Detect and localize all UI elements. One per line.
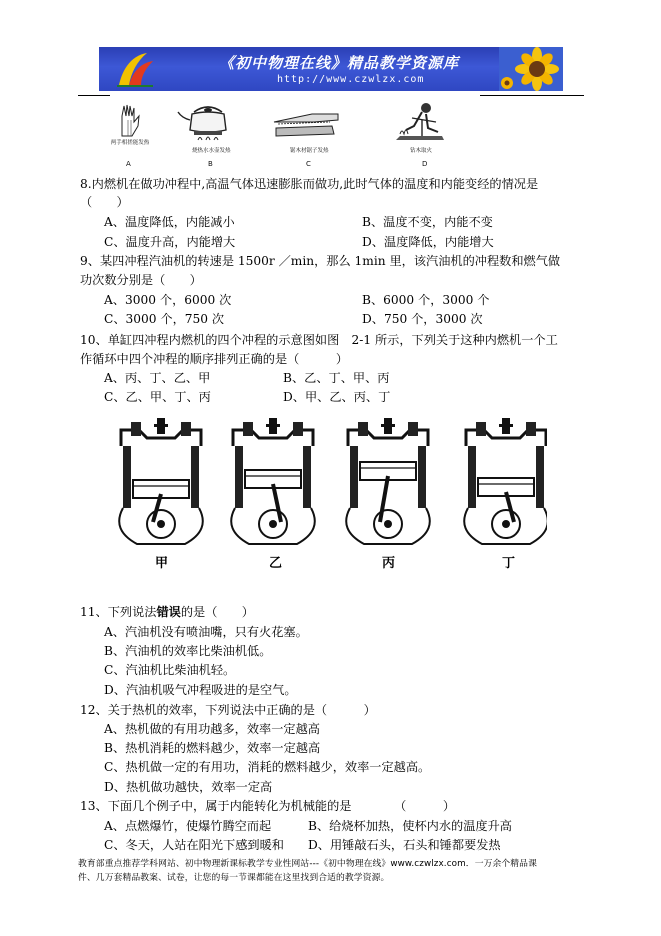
q8-stem-line2: （ ） [80,195,129,209]
figure-a-caption: 两手相搓能发热 [110,140,150,146]
header-banner [99,47,563,91]
rubbing-hands-icon [114,102,148,138]
q9-option-d[interactable]: D、750 个，3000 次 [362,312,483,326]
q10-option-d[interactable]: D、甲、乙、丙、丁 [283,390,391,404]
q11-option-b[interactable]: B、汽油机的效率比柴油机低。 [104,644,272,658]
header-rule-left [78,95,110,96]
q9-stem-line2: 功次数分别是（ ） [80,273,202,287]
q9-stem-line1: 9、某四冲程汽油机的转速是 1500r ／min，那么 1min 里，该汽油机的冲程数和燃气做 [80,254,561,268]
q13-stem: 13、下面几个例子中，属于内能转化为机械能的是 （ ） [80,799,456,813]
q8-option-c[interactable]: C、温度升高，内能增大 [104,235,236,249]
q9-option-c[interactable]: C、3000 个，750 次 [104,312,225,326]
figure-b-caption: 烧热水水壶发热 [192,148,231,154]
figure-a-letter: A [126,160,131,168]
q10-option-c[interactable]: C、乙、甲、丁、丙 [104,390,211,404]
q11-stem [80,605,254,619]
figure-c-caption: 锯木材锯子发热 [290,148,329,154]
q13-option-a[interactable]: A、点燃爆竹，使爆竹腾空而起 [104,819,272,833]
drilling-wood-fire-icon [392,100,448,144]
q11-option-d[interactable]: D、汽油机吸气冲程吸进的是空气。 [104,683,297,697]
engine-yi-diagram [231,418,315,544]
site-logo-icon [113,49,159,89]
engine-label-ding: 丁 [502,556,516,571]
q12-option-a[interactable]: A、热机做的有用功越多，效率一定越高 [104,722,320,736]
q9-option-a[interactable]: A、3000 个，6000 次 [104,293,232,307]
q10-stem-line1: 10、单缸四冲程内燃机的四个冲程的示意图如图 2-1 所示，下列关于这种内燃机一个工 [80,333,558,347]
q10-option-b[interactable]: B、乙、丁、甲、丙 [283,371,390,385]
header-title: 《初中物理在线》精品教学资源库 [219,54,460,72]
footer-line2: 件、几万套精品教案、试卷，让您的每一节课都能在这里找到合适的教学资源。 [78,873,390,883]
figure-d-caption: 钻木取火 [410,148,433,154]
engine-ding-diagram [464,418,547,544]
q11-stem-pre: 11、下列说法 [80,605,157,619]
q13-option-d[interactable]: D、用锤敲石头，石头和锤都要发热 [308,838,501,852]
heat-examples-figure [110,100,470,178]
q11-stem-post: 的是（ ） [180,605,254,619]
q13-option-c[interactable]: C、冬天，人站在阳光下感到暖和 [104,838,284,852]
figure-c-letter: C [306,160,311,168]
q11-stem-bold: 错误 [156,605,181,619]
q8-option-a[interactable]: A、温度降低，内能减小 [104,215,235,229]
kettle-icon [176,100,240,142]
q12-option-b[interactable]: B、热机消耗的燃料越少，效率一定越高 [104,741,321,755]
footer-line1: 教育部重点推荐学科网站、初中物理新课标教学专业性网站---《初中物理在线》www.czwlzx.com．一万余个精品课 [78,859,537,869]
q8-option-d[interactable]: D、温度降低，内能增大 [362,235,494,249]
engine-diagrams [117,418,547,558]
sunflower-icon [499,47,563,91]
q10-option-a[interactable]: A、丙、丁、乙、甲 [104,371,211,385]
engine-strokes-figure [117,418,547,580]
q11-option-c[interactable]: C、汽油机比柴油机轻。 [104,663,236,677]
saw-icon [272,108,342,138]
q11-option-a[interactable]: A、汽油机没有喷油嘴，只有火花塞。 [104,625,308,639]
engine-label-bing: 丙 [382,556,396,571]
q12-option-c[interactable]: C、热机做一定的有用功，消耗的燃料越少，效率一定越高。 [104,760,431,774]
engine-bing-diagram [346,418,430,544]
header-rule-right [480,95,584,96]
q8-stem-line1: 8.内燃机在做功冲程中,高温气体迅速膨胀而做功,此时气体的温度和内能变经的情况是 [80,177,539,191]
q12-stem: 12、关于热机的效率，下列说法中正确的是（ ） [80,703,376,717]
q13-option-b[interactable]: B、给烧杯加热，使杯内水的温度升高 [308,819,512,833]
q10-stem-line2: 作循环中四个冲程的顺序排列正确的是（ ） [80,352,349,366]
q8-option-b[interactable]: B、温度不变，内能不变 [362,215,493,229]
engine-jia-diagram [119,418,203,544]
figure-b-letter: B [208,160,213,168]
figure-d-letter: D [422,160,428,168]
q12-option-d[interactable]: D、热机做功越快，效率一定高 [104,780,273,794]
engine-label-yi: 乙 [269,556,283,571]
header-url[interactable]: http://www.czwlzx.com [277,74,425,85]
q9-option-b[interactable]: B、6000 个，3000 个 [362,293,490,307]
engine-label-jia: 甲 [155,556,169,571]
